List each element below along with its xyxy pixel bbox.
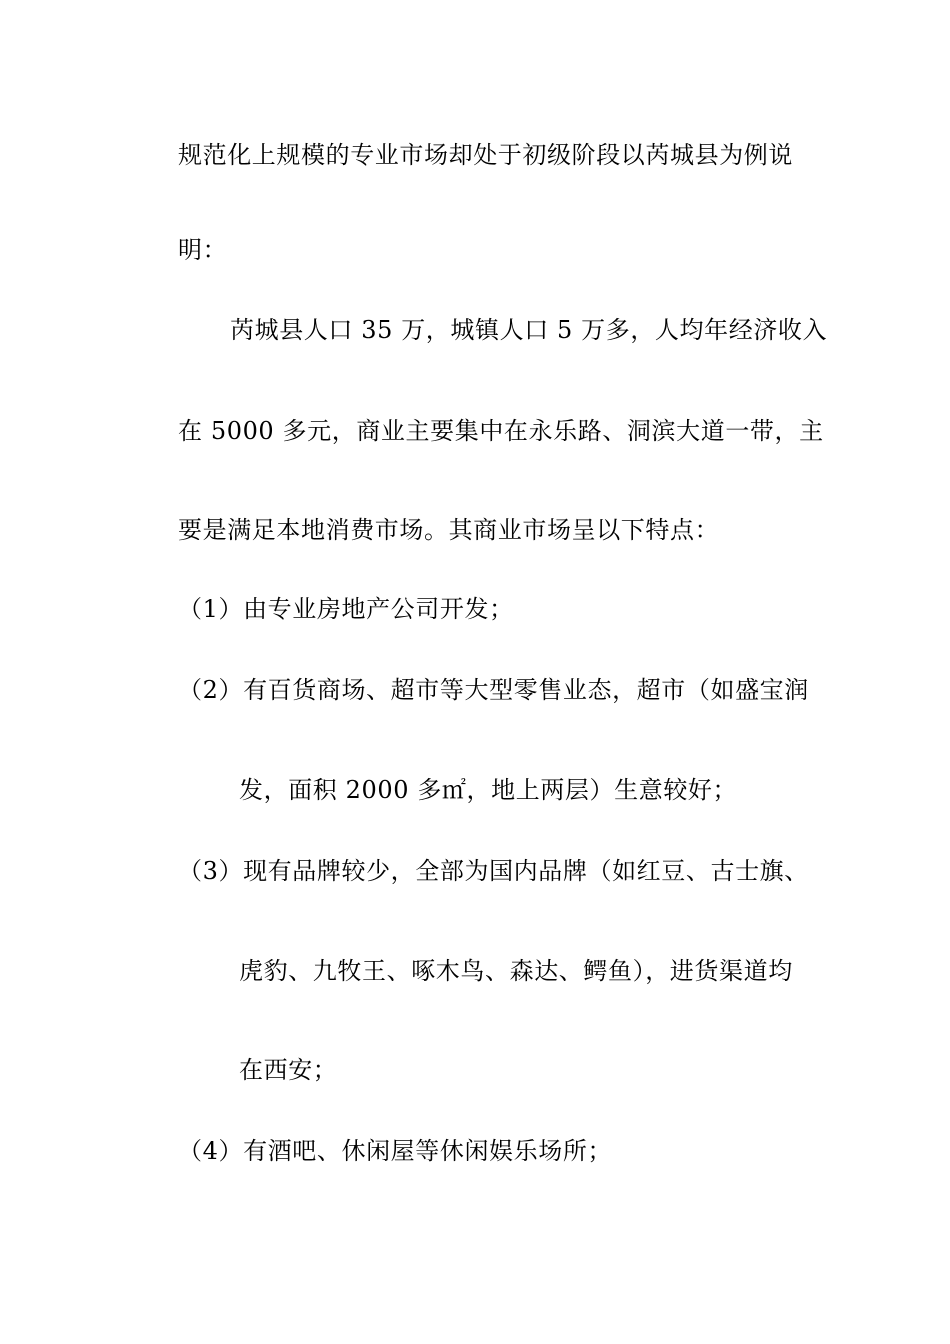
paragraph-1-line-2: 明： [178,236,228,264]
paragraph-2-line-3: 要是满足本地消费市场。其商业市场呈以下特点： [178,516,720,544]
list-item-1 [178,594,833,624]
list-item-3 [178,856,833,886]
list-item-3-continuation-1: 虎豹、九牧王、啄木鸟、森达、鳄鱼），进货渠道均 [239,957,793,985]
list-marker: （4） [178,1137,244,1165]
paragraph-2-line-2: 在 5000 多元，商业主要集中在永乐路、洞滨大道一带，主 [178,417,824,445]
list-item-text: 有百货商场、超市等大型零售业态，超市（如盛宝润 [243,676,809,704]
list-item-2-continuation: 发，面积 2000 多㎡，地上两层）生意较好； [239,776,738,804]
list-item-4 [178,1136,833,1166]
list-item-2 [178,675,833,705]
list-marker: （2） [178,676,244,704]
list-item-text: 由专业房地产公司开发； [243,595,514,623]
list-item-text: 有酒吧、休闲屋等休闲娱乐场所； [243,1137,613,1165]
list-item-text: 现有品牌较少，全部为国内品牌（如红豆、古士旗、 [243,857,809,885]
list-marker: （3） [178,857,244,885]
list-item-3-continuation-2: 在西安； [239,1056,338,1084]
list-marker: （1） [178,595,244,623]
paragraph-1-line-1: 规范化上规模的专业市场却处于初级阶段以芮城县为例说 [178,141,793,169]
paragraph-2-line-1: 芮城县人口 35 万，城镇人口 5 万多，人均年经济收入 [230,316,828,344]
